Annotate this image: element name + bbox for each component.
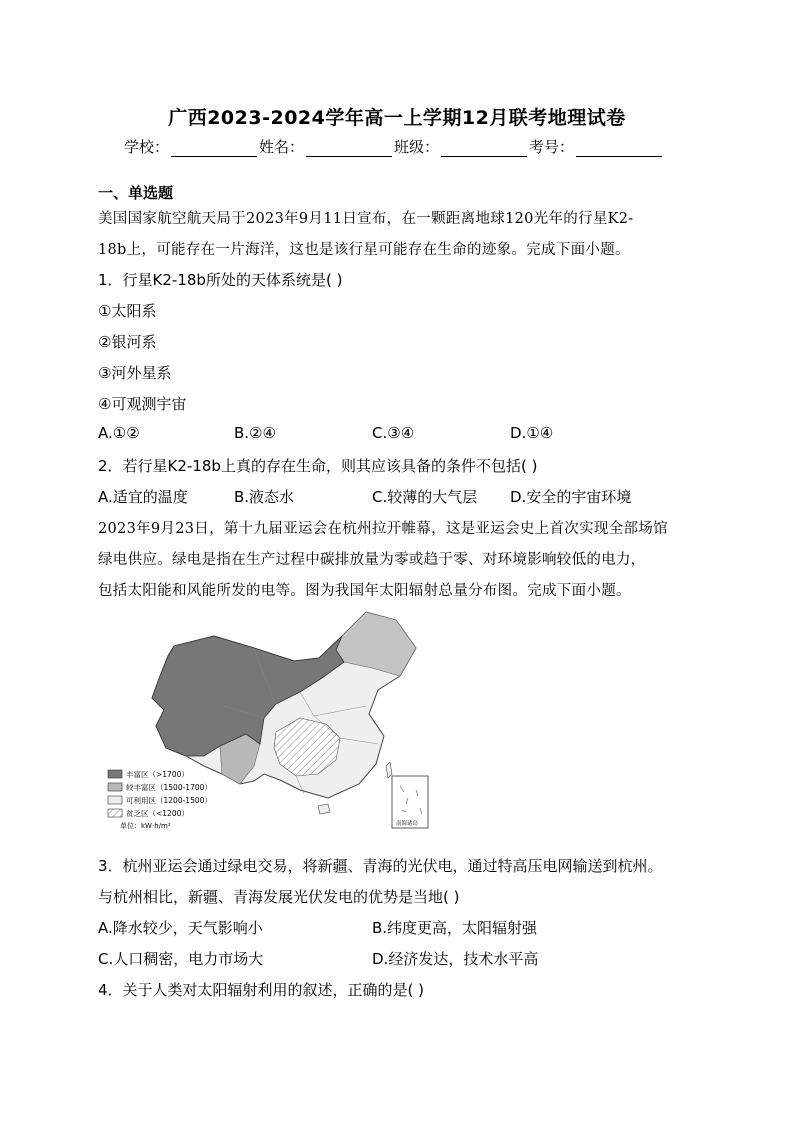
- question-3-option-d[interactable]: D.经济发达，技术水平高: [372, 950, 539, 968]
- legend-swatch-usable: [108, 796, 122, 804]
- question-1-option-c[interactable]: C.③④: [372, 424, 415, 442]
- school-label: 学校：: [124, 138, 170, 156]
- question-1-stem: 1．行星K2-18b所处的天体系统是( ): [98, 271, 343, 289]
- question-3-option-c[interactable]: C.人口稠密，电力市场大: [98, 950, 264, 968]
- legend-label-usable: 可利用区（1200-1500）: [126, 796, 212, 805]
- name-blank[interactable]: [306, 140, 392, 157]
- question-1-item-3: ③河外星系: [98, 364, 172, 382]
- student-info-fields: [124, 136, 664, 157]
- school-blank[interactable]: [171, 140, 257, 157]
- question-1-item-1: ①太阳系: [98, 302, 157, 320]
- question-1-option-a[interactable]: A.①②: [98, 424, 140, 442]
- legend-label-poor: 贫乏区（<1200）: [126, 809, 189, 818]
- legend-swatch-fairly-rich: [108, 783, 122, 791]
- passage1-line2: 18b上，可能存在一片海洋，这也是该行星可能存在生命的迹象。完成下面小题。: [98, 242, 630, 258]
- map-island-taiwan: [386, 762, 392, 778]
- question-2-option-a[interactable]: A.适宜的温度: [98, 488, 188, 506]
- map-legend: [108, 769, 212, 830]
- question-3-stem-line2: 与杭州相比，新疆、青海发展光伏发电的优势是当地( ): [98, 888, 460, 906]
- question-2-option-c[interactable]: C.较薄的大气层: [372, 488, 478, 506]
- south-china-sea-inset: [392, 776, 428, 828]
- exam-number-label: 考号：: [529, 138, 575, 156]
- passage2-line2: 绿电供应。绿电是指在生产过程中碳排放量为零或趋于零、对环境影响较低的电力，: [98, 552, 646, 568]
- passage2-line3: 包括太阳能和风能所发的电等。图为我国年太阳辐射总量分布图。完成下面小题。: [98, 583, 631, 599]
- question-2-stem: 2．若行星K2-18b上真的存在生命，则其应该具备的条件不包括( ): [98, 457, 538, 475]
- exam-title: 广西2023-2024学年高一上学期12月联考地理试卷: [168, 107, 626, 129]
- passage1-line1: 美国国家航空航天局于2023年9月11日宣布，在一颗距离地球120光年的行星K2-: [98, 211, 634, 227]
- question-3-option-b[interactable]: B.纬度更高，太阳辐射强: [372, 919, 538, 937]
- name-label: 姓名：: [259, 138, 305, 156]
- question-1-item-2: ②银河系: [98, 333, 157, 351]
- passage2-line1: 2023年9月23日，第十九届亚运会在杭州拉开帷幕，这是亚运会史上首次实现全部场馆: [98, 521, 668, 537]
- legend-swatch-poor: [108, 809, 122, 817]
- question-1-option-d[interactable]: D.①④: [510, 424, 554, 442]
- question-3-option-a[interactable]: A.降水较少，天气影响小: [98, 919, 263, 937]
- legend-label-fairly-rich: 较丰富区（1500-1700）: [126, 783, 212, 792]
- class-label: 班级：: [394, 138, 440, 156]
- question-1-item-4: ④可观测宇宙: [98, 395, 187, 413]
- map-island-hainan: [318, 804, 330, 814]
- legend-label-rich: 丰富区（>1700）: [126, 770, 189, 779]
- question-3-stem-line1: 3．杭州亚运会通过绿电交易，将新疆、青海的光伏电，通过特高压电网输送到杭州。: [98, 857, 663, 875]
- question-4-stem: 4．关于人类对太阳辐射利用的叙述，正确的是( ): [98, 981, 425, 999]
- class-blank[interactable]: [441, 140, 527, 157]
- solar-radiation-map: [104, 606, 434, 832]
- legend-swatch-rich: [108, 770, 122, 778]
- question-1-option-b[interactable]: B.②④: [234, 424, 276, 442]
- legend-unit: 单位：kW·h/m²: [120, 822, 171, 830]
- question-2-option-b[interactable]: B.液态水: [234, 488, 295, 506]
- section-heading: 一、单选题: [98, 184, 174, 202]
- exam-number-blank[interactable]: [576, 140, 662, 157]
- inset-label: 南海诸岛: [396, 821, 419, 827]
- question-2-option-d[interactable]: D.安全的宇宙环境: [510, 488, 632, 506]
